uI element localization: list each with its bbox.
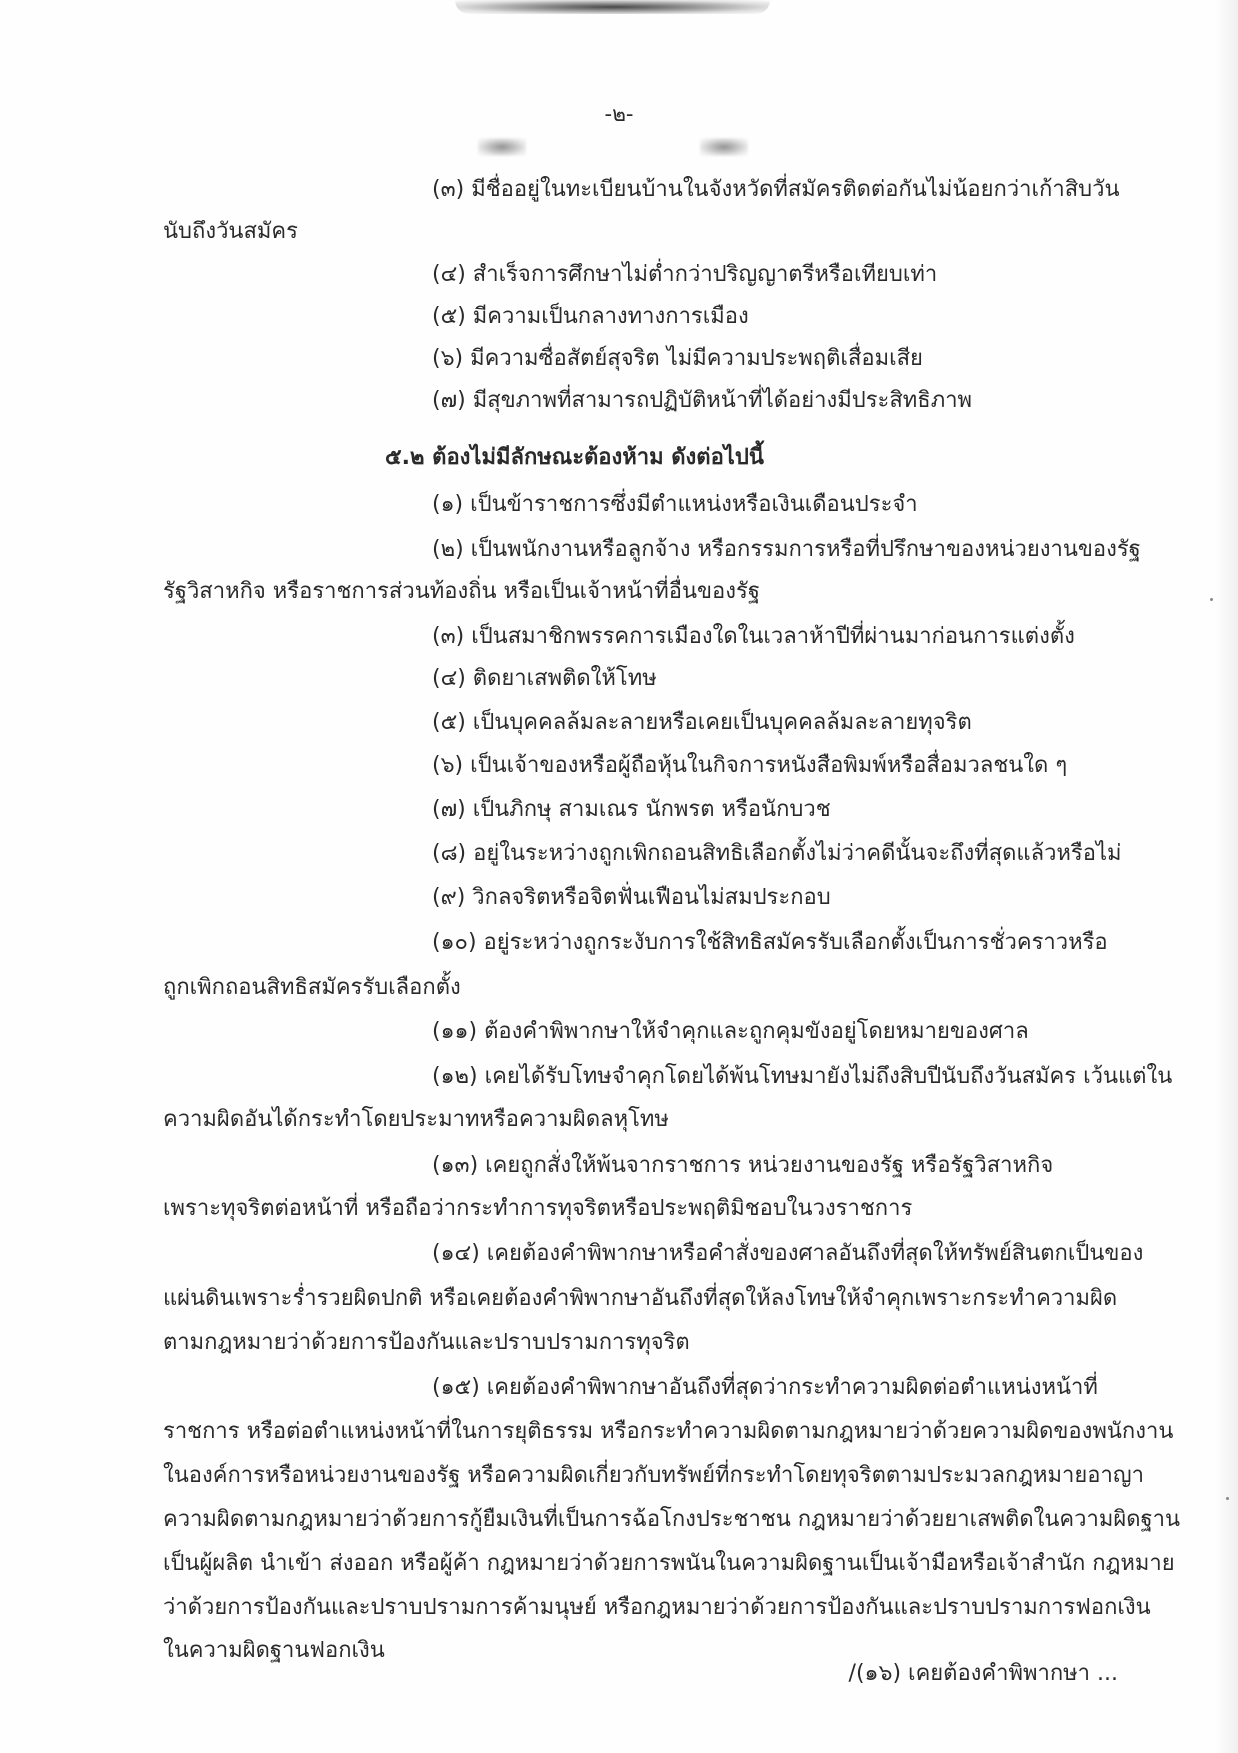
prohibited-item-3: (๓) เป็นสมาชิกพรรคการเมืองใดในเวลาห้าปีที่ผ่านมาก่อนการแต่งตั้ง (432, 624, 1075, 649)
scan-edge-shadow (1216, 0, 1238, 1753)
prohibited-item-13-cont: เพราะทุจริตต่อหน้าที่ หรือถือว่ากระทำการทุจริตหรือประพฤติมิชอบในวงราชการ (163, 1196, 913, 1221)
section-heading: ๕.๒ ต้องไม่มีลักษณะต้องห้าม ดังต่อไปนี้ (385, 445, 764, 470)
prohibited-item-15-cont-6: ในความผิดฐานฟอกเงิน (163, 1638, 385, 1663)
page-number: -๒- (604, 102, 634, 126)
qual-item-4: (๔) สำเร็จการศึกษาไม่ต่ำกว่าปริญญาตรีหรือเทียบเท่า (432, 262, 938, 287)
prohibited-item-15-cont-1: ราชการ หรือต่อตำแหน่งหน้าที่ในการยุติธรรม หรือกระทำความผิดตามกฎหมายว่าด้วยความผิดของพนักงาน (163, 1419, 1174, 1444)
prohibited-item-12-cont: ความผิดอันได้กระทำโดยประมาทหรือความผิดลหุโทษ (163, 1107, 669, 1132)
blurred-mark-left (478, 138, 526, 156)
qual-item-5: (๕) มีความเป็นกลางทางการเมือง (432, 304, 749, 329)
prohibited-item-8: (๘) อยู่ในระหว่างถูกเพิกถอนสิทธิเลือกตั้งไม่ว่าคดีนั้นจะถึงที่สุดแล้วหรือไม่ (432, 841, 1122, 866)
prohibited-item-2-cont: รัฐวิสาหกิจ หรือราชการส่วนท้องถิ่น หรือเป็นเจ้าหน้าที่อื่นของรัฐ (163, 579, 760, 604)
prohibited-item-15-cont-3: ความผิดตามกฎหมายว่าด้วยการกู้ยืมเงินที่เป็นการฉ้อโกงประชาชน กฎหมายว่าด้วยยาเสพติดในความผิดฐาน (163, 1507, 1181, 1532)
prohibited-item-15-cont-5: ว่าด้วยการป้องกันและปราบปรามการค้ามนุษย์ หรือกฎหมายว่าด้วยการป้องกันและปราบปรามการฟอกเงิน (163, 1595, 1151, 1620)
prohibited-item-14-cont-2: ตามกฎหมายว่าด้วยการป้องกันและปราบปรามการทุจริต (163, 1330, 690, 1355)
prohibited-item-7: (๗) เป็นภิกษุ สามเณร นักพรต หรือนักบวช (432, 797, 831, 822)
prohibited-item-14: (๑๔) เคยต้องคำพิพากษาหรือคำสั่งของศาลอันถึงที่สุดให้ทรัพย์สินตกเป็นของ (432, 1241, 1144, 1266)
qual-item-3-cont: นับถึงวันสมัคร (163, 219, 298, 244)
scan-speck (1226, 1497, 1229, 1500)
blurred-mark-right (700, 138, 748, 156)
prohibited-item-10: (๑๐) อยู่ระหว่างถูกระงับการใช้สิทธิสมัครรับเลือกตั้งเป็นการชั่วคราวหรือ (432, 930, 1108, 955)
prohibited-item-11: (๑๑) ต้องคำพิพากษาให้จำคุกและถูกคุมขังอยู่โดยหมายของศาล (432, 1019, 1029, 1044)
prohibited-item-15-cont-2: ในองค์การหรือหน่วยงานของรัฐ หรือความผิดเกี่ยวกับทรัพย์ที่กระทำโดยทุจริตตามประมวลกฎหมายอาญา (163, 1463, 1144, 1488)
prohibited-item-15-cont-4: เป็นผู้ผลิต นำเข้า ส่งออก หรือผู้ค้า กฎหมายว่าด้วยการพนันในความผิดฐานเป็นเจ้ามือหรือเจ้าสำนัก กฎหมาย (163, 1551, 1175, 1576)
qual-item-6: (๖) มีความซื่อสัตย์สุจริต ไม่มีความประพฤติเสื่อมเสีย (432, 346, 923, 371)
prohibited-item-4: (๔) ติดยาเสพติดให้โทษ (432, 666, 657, 691)
qual-item-3: (๓) มีชื่ออยู่ในทะเบียนบ้านในจังหวัดที่สมัครติดต่อกันไม่น้อยกว่าเก้าสิบวัน (432, 177, 1120, 202)
qual-item-7: (๗) มีสุขภาพที่สามารถปฏิบัติหน้าที่ได้อย่างมีประสิทธิภาพ (432, 388, 973, 413)
scan-speck (1210, 598, 1213, 601)
prohibited-item-12: (๑๒) เคยได้รับโทษจำคุกโดยได้พ้นโทษมายังไม่ถึงสิบปีนับถึงวันสมัคร เว้นแต่ใน (432, 1064, 1173, 1089)
prohibited-item-6: (๖) เป็นเจ้าของหรือผู้ถือหุ้นในกิจการหนังสือพิมพ์หรือสื่อมวลชนใด ๆ (432, 753, 1068, 778)
prohibited-item-13: (๑๓) เคยถูกสั่งให้พ้นจากราชการ หน่วยงานของรัฐ หรือรัฐวิสาหกิจ (432, 1153, 1054, 1178)
faint-bleedthrough (512, 1637, 737, 1651)
prohibited-item-14-cont-1: แผ่นดินเพราะร่ำรวยผิดปกติ หรือเคยต้องคำพิพากษาอันถึงที่สุดให้ลงโทษให้จำคุกเพราะกระทำความผิด (163, 1286, 1118, 1311)
continuation-marker: /(๑๖) เคยต้องคำพิพากษา ... (848, 1661, 1118, 1686)
prohibited-item-5: (๕) เป็นบุคคลล้มละลายหรือเคยเป็นบุคคลล้มละลายทุจริต (432, 710, 972, 735)
prohibited-item-15: (๑๕) เคยต้องคำพิพากษาอันถึงที่สุดว่ากระทำความผิดต่อตำแหน่งหน้าที่ (432, 1375, 1098, 1400)
prohibited-item-9: (๙) วิกลจริตหรือจิตฟั่นเฟือนไม่สมประกอบ (432, 885, 831, 910)
prohibited-item-1: (๑) เป็นข้าราชการซึ่งมีตำแหน่งหรือเงินเดือนประจำ (432, 492, 918, 517)
prohibited-item-10-cont: ถูกเพิกถอนสิทธิสมัครรับเลือกตั้ง (163, 975, 461, 1000)
prohibited-item-2: (๒) เป็นพนักงานหรือลูกจ้าง หรือกรรมการหรือที่ปรึกษาของหน่วยงานของรัฐ (432, 537, 1141, 562)
scan-artifact-top (455, 0, 770, 14)
